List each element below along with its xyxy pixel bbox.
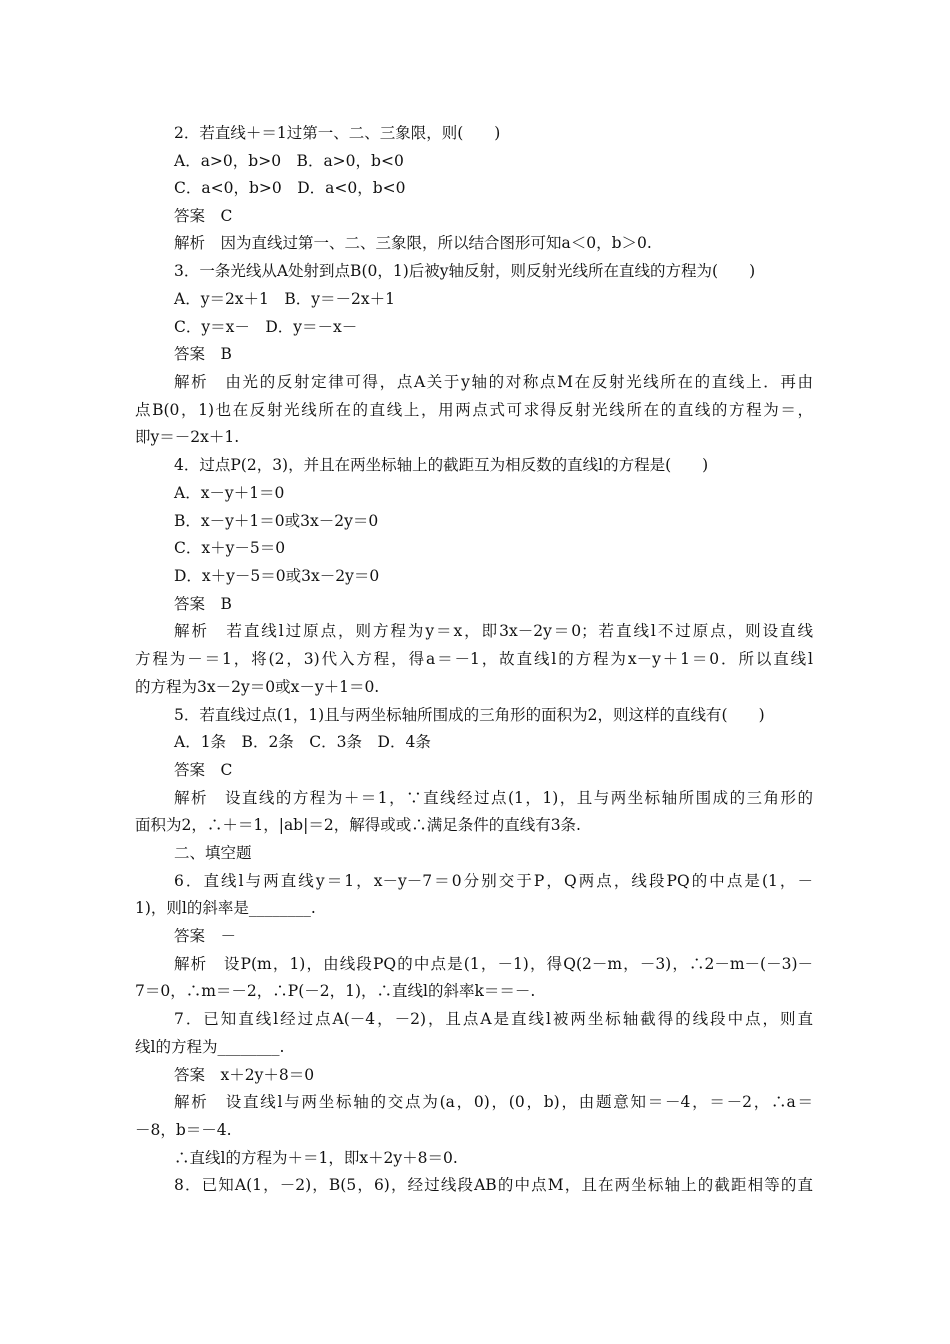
question-6-analysis-line-2: 7＝0，∴m＝－2，∴P(－2，1)，∴直线l的斜率k＝＝－.	[135, 982, 536, 1000]
question-2-analysis: 解析 因为直线过第一、二、三象限，所以结合图形可知a＜0，b＞0.	[174, 234, 652, 252]
question-2-answer: 答案 C	[174, 207, 233, 225]
question-3-stem: 3．一条光线从A处射到点B(0，1)后被y轴反射，则反射光线所在直线的方程为( )	[174, 262, 756, 280]
question-3-analysis-line-3: 即y＝－2x＋1.	[135, 428, 240, 446]
question-4-option-d: D．x＋y－5＝0或3x－2y＝0	[174, 567, 380, 585]
question-5-options: A．1条 B．2条 C．3条 D．4条	[174, 733, 431, 751]
question-4-option-c: C．x＋y－5＝0	[174, 539, 286, 557]
question-7-analysis-line-1: 解析 设直线l与两坐标轴的交点为(a，0)，(0，b)，由题意知＝－4，＝－2，∴a＝	[174, 1093, 813, 1111]
question-3-options-cd: C．y＝x－ D．y＝－x－	[174, 318, 358, 336]
section-heading-fill-in: 二、填空题	[174, 844, 252, 862]
question-2-options-ab: A．a>0，b>0 B．a>0，b<0	[174, 152, 404, 170]
question-4-analysis-line-2: 方程为－＝1，将(2，3)代入方程，得a＝－1，故直线l的方程为x－y＋1＝0．所以直线l	[135, 650, 813, 668]
question-5-analysis-line-2: 面积为2，∴＋＝1，|ab|＝2，解得或或∴满足条件的直线有3条.	[135, 816, 581, 834]
question-4-answer: 答案 B	[174, 595, 232, 613]
question-7-answer: 答案 x＋2y＋8＝0	[174, 1066, 315, 1084]
question-7-stem-line-2: 线l的方程为________.	[135, 1038, 285, 1056]
question-3-answer: 答案 B	[174, 345, 232, 363]
question-7-stem-line-1: 7．已知直线l经过点A(－4，－2)，且点A是直线l被两坐标轴截得的线段中点，则直	[174, 1010, 813, 1028]
question-6-answer: 答案 －	[174, 927, 237, 945]
question-4-analysis-line-1: 解析 若直线l过原点，则方程为y＝x，即3x－2y＝0；若直线l不过原点，则设直线	[174, 622, 813, 640]
question-6-stem-line-2: 1)，则l的斜率是________.	[135, 899, 316, 917]
question-6-analysis-line-1: 解析 设P(m，1)，由线段PQ的中点是(1，－1)，得Q(2－m，－3)，∴2－m－(－3)－	[174, 955, 813, 973]
question-3-options-ab: A．y＝2x＋1 B．y＝－2x＋1	[174, 290, 396, 308]
question-4-option-a: A．x－y＋1＝0	[174, 484, 285, 502]
question-3-analysis-line-1: 解析 由光的反射定律可得，点A关于y轴的对称点M在反射光线所在的直线上．再由	[174, 373, 813, 391]
question-7-analysis-line-2: －8，b＝－4.	[135, 1121, 232, 1139]
question-2-options-cd: C．a<0，b>0 D．a<0，b<0	[174, 179, 406, 197]
question-7-analysis-line-3: ∴直线l的方程为＋＝1，即x＋2y＋8＝0.	[174, 1149, 458, 1167]
question-3-analysis-line-2: 点B(0，1)也在反射光线所在的直线上，用两点式可求得反射光线所在的直线的方程为＝，	[135, 401, 813, 419]
question-8-stem-line-1: 8．已知A(1，－2)，B(5，6)，经过线段AB的中点M，且在两坐标轴上的截距相等的直	[174, 1176, 813, 1194]
question-4-option-b: B．x－y＋1＝0或3x－2y＝0	[174, 512, 379, 530]
question-4-analysis-line-3: 的方程为3x－2y＝0或x－y＋1＝0.	[135, 678, 380, 696]
question-6-stem-line-1: 6．直线l与两直线y＝1，x－y－7＝0分别交于P，Q两点，线段PQ的中点是(1，－	[174, 872, 813, 890]
question-2-stem: 2．若直线＋＝1过第一、二、三象限，则( )	[174, 124, 501, 142]
question-5-analysis-line-1: 解析 设直线的方程为＋＝1，∵直线经过点(1，1)，且与两坐标轴所围成的三角形的	[174, 789, 813, 807]
question-5-answer: 答案 C	[174, 761, 233, 779]
question-5-stem: 5．若直线过点(1，1)且与两坐标轴所围成的三角形的面积为2，则这样的直线有( )	[174, 706, 765, 724]
question-4-stem: 4．过点P(2，3)，并且在两坐标轴上的截距互为相反数的直线l的方程是( )	[174, 456, 709, 474]
